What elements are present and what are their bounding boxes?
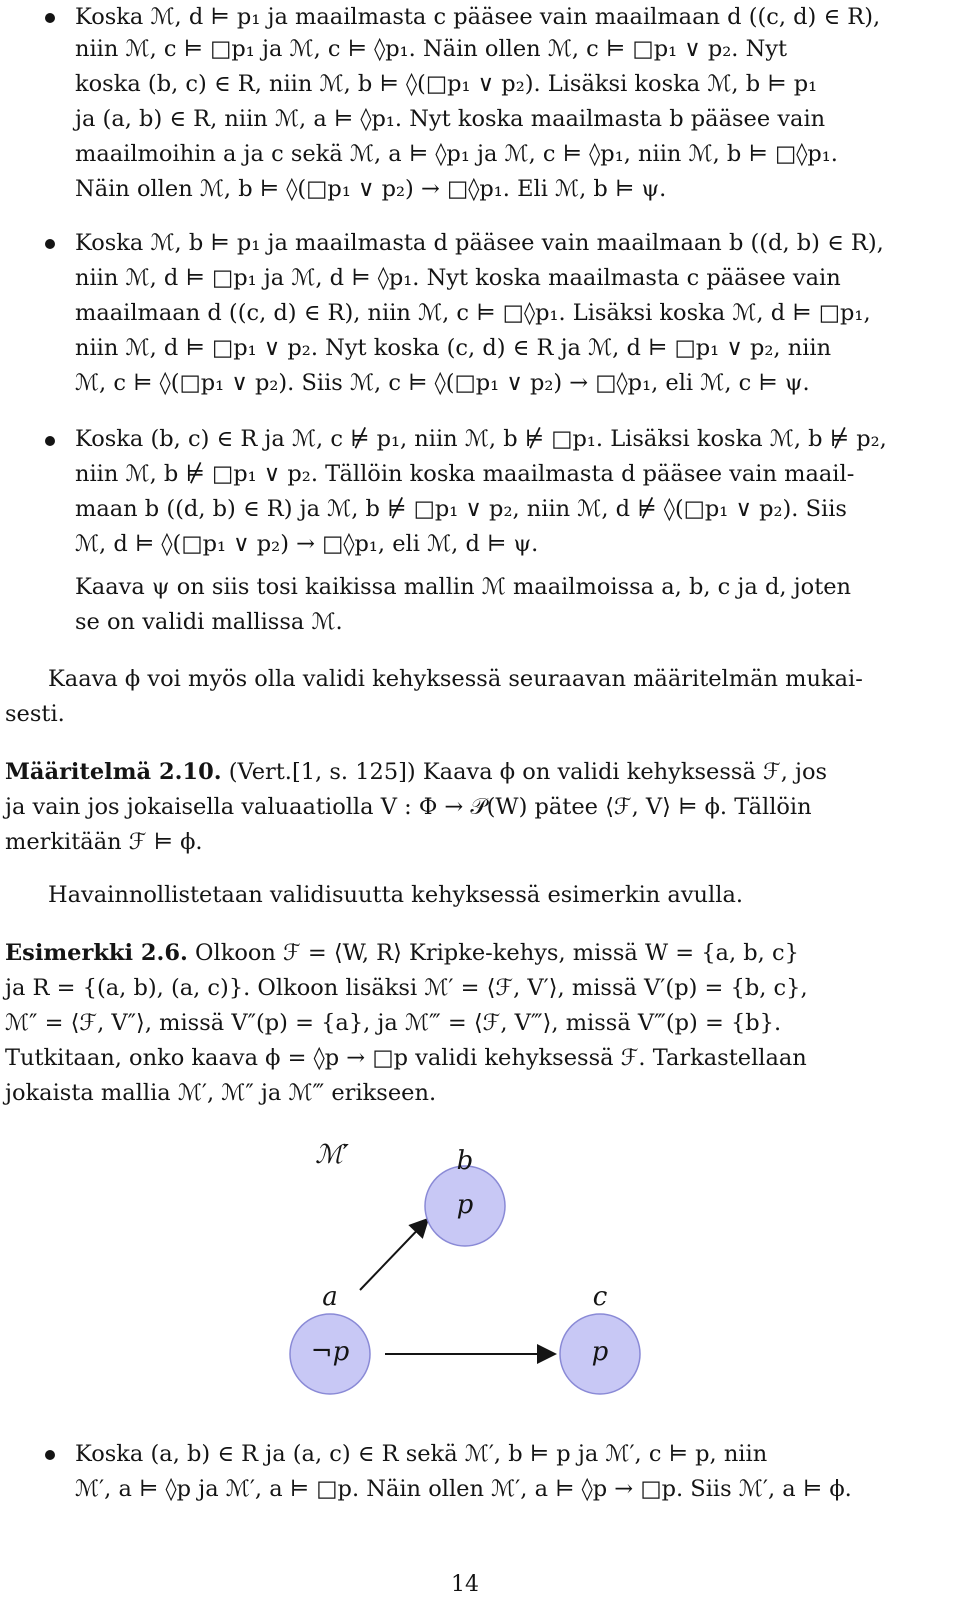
bullet-4: [45, 1450, 55, 1460]
text-line: ℳ, d ⊨ ◊(□p₁ ∨ p₂) → □◊p₁, eli ℳ, d ⊨ ψ.: [75, 531, 539, 557]
text-line: ℳ, c ⊨ ◊(□p₁ ∨ p₂). Siis ℳ, c ⊨ ◊(□p₁ ∨ p₂) → □◊p₁, eli ℳ, c ⊨ ψ.: [75, 370, 810, 396]
text-line: se on validi mallissa ℳ.: [75, 609, 343, 635]
text-line: ja R = {(a, b), (a, c)}. Olkoon lisäksi ℳ′ = ⟨ℱ, V′⟩, missä V′(p) = {b, c},: [5, 975, 808, 1001]
text-line: Tutkitaan, onko kaava ϕ = ◊p → □p validi kehyksessä ℱ. Tarkastellaan: [5, 1045, 807, 1071]
page-number: 14: [451, 1572, 479, 1597]
example-label: Esimerkki 2.6.: [5, 940, 188, 966]
text-line: Koska (a, b) ∈ R ja (a, c) ∈ R sekä ℳ′, b ⊨ p ja ℳ′, c ⊨ p, niin: [75, 1441, 768, 1467]
text-line: jokaista mallia ℳ′, ℳ″ ja ℳ‴ erikseen.: [5, 1080, 437, 1106]
text-line: koska (b, c) ∈ R, niin ℳ, b ⊨ ◊(□p₁ ∨ p₂). Lisäksi koska ℳ, b ⊨ p₁: [75, 71, 818, 97]
model-label: ℳ′: [315, 1140, 349, 1170]
text-line: Kaava ψ on siis tosi kaikissa mallin ℳ maailmoissa a, b, c ja d, joten: [75, 574, 852, 600]
text-line: niin ℳ, b ⊭ □p₁ ∨ p₂. Tällöin koska maailmasta d pääsee vain maail-: [75, 461, 855, 487]
text-line: ℳ″ = ⟨ℱ, V″⟩, missä V″(p) = {a}, ja ℳ‴ = ⟨ℱ, V‴⟩, missä V‴(p) = {b}.: [5, 1010, 782, 1036]
text-line: merkitään ℱ ⊨ ϕ.: [5, 829, 203, 855]
example-text: Olkoon ℱ = ⟨W, R⟩ Kripke-kehys, missä W = {a, b, c}: [195, 940, 799, 966]
text-line: sesti.: [5, 701, 65, 727]
text-line: Näin ollen ℳ, b ⊨ ◊(□p₁ ∨ p₂) → □◊p₁. Eli ℳ, b ⊨ ψ.: [75, 176, 667, 202]
text-line: maailmoihin a ja c sekä ℳ, a ⊨ ◊p₁ ja ℳ, c ⊨ ◊p₁, niin ℳ, b ⊨ □◊p₁.: [75, 141, 838, 167]
text-line: Koska ℳ, d ⊨ p₁ ja maailmasta c pääsee vain maailmaan d ((c, d) ∈ R),: [75, 4, 881, 30]
text-line: maan b ((d, b) ∈ R) ja ℳ, b ⊭ □p₁ ∨ p₂, niin ℳ, d ⊭ ◊(□p₁ ∨ p₂). Siis: [75, 496, 847, 522]
node-c-name: c: [592, 1282, 608, 1312]
definition-line: [5, 755, 960, 789]
example-line: [5, 936, 960, 970]
text-line: ja vain jos jokaisella valuaatiolla V : Φ → 𝒫(W) pätee ⟨ℱ, V⟩ ⊨ ϕ. Tällöin: [5, 794, 812, 820]
text-line: niin ℳ, c ⊨ □p₁ ja ℳ, c ⊨ ◊p₁. Näin ollen ℳ, c ⊨ □p₁ ∨ p₂. Nyt: [75, 36, 788, 62]
text-line: ja (a, b) ∈ R, niin ℳ, a ⊨ ◊p₁. Nyt koska maailmasta b pääsee vain: [75, 106, 826, 132]
bullet-1: [45, 13, 55, 23]
text-line: niin ℳ, d ⊨ □p₁ ja ℳ, d ⊨ ◊p₁. Nyt koska maailmasta c pääsee vain: [75, 265, 841, 291]
bullet-2: [45, 239, 55, 249]
edge-a-b: [360, 1219, 428, 1290]
text-line: maailmaan d ((c, d) ∈ R), niin ℳ, c ⊨ □◊p₁. Lisäksi koska ℳ, d ⊨ □p₁,: [75, 300, 871, 326]
text-line: Koska ℳ, b ⊨ p₁ ja maailmasta d pääsee vain maailmaan b ((d, b) ∈ R),: [75, 230, 884, 256]
definition-label: Määritelmä 2.10.: [5, 759, 222, 785]
node-c-value: p: [591, 1337, 609, 1367]
text-line: Koska (b, c) ∈ R ja ℳ, c ⊭ p₁, niin ℳ, b ⊭ □p₁. Lisäksi koska ℳ, b ⊭ p₂,: [75, 426, 887, 452]
text-line: niin ℳ, d ⊨ □p₁ ∨ p₂. Nyt koska (c, d) ∈ R ja ℳ, d ⊨ □p₁ ∨ p₂, niin: [75, 335, 832, 361]
text-line: Kaava ϕ voi myös olla validi kehyksessä seuraavan määritelmän mukai-: [48, 666, 863, 692]
bullet-3: [45, 436, 55, 446]
node-a-value: ¬p: [310, 1337, 350, 1367]
node-b-name: b: [456, 1146, 474, 1176]
text-line: ℳ′, a ⊨ ◊p ja ℳ′, a ⊨ □p. Näin ollen ℳ′, a ⊨ ◊p → □p. Siis ℳ′, a ⊨ ϕ.: [75, 1476, 852, 1502]
node-a-name: a: [322, 1282, 338, 1312]
definition-text: (Vert.[1, s. 125]) Kaava ϕ on validi kehyksessä ℱ, jos: [228, 759, 828, 785]
node-b-value: p: [456, 1190, 474, 1220]
text-line: Havainnollistetaan validisuutta kehyksessä esimerkin avulla.: [48, 882, 744, 908]
